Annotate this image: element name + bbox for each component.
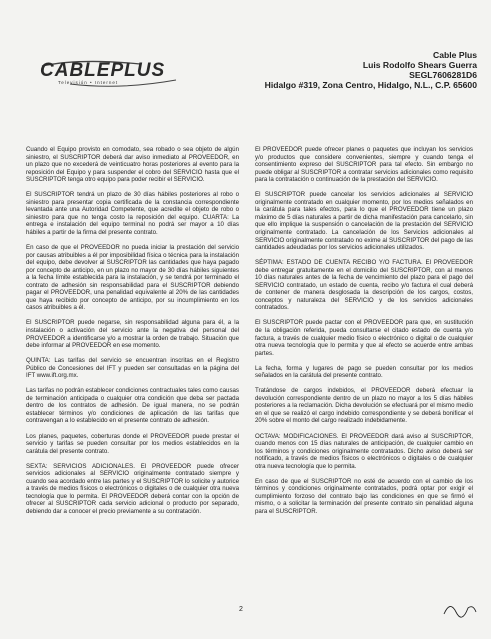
paragraph: El PROVEEDOR puede ofrecer planes o paquetes que incluyan los servicios y/o productos que considere convenientes, siempre y cuando tenga el consentimiento expreso del SUSCRIPTOR para tal efecto. Sin embargo no puede obligar al SUSCRIPTOR a contratar servicios adicionales como requisito para la contratación o continuación de la prestación del SERVICIO. xyxy=(255,146,473,184)
paragraph: La fecha, forma y lugares de pago se pueden consultar por los medios señalados en la carátula del presente contrato. xyxy=(255,364,473,380)
paragraph: SÉPTIMA: ESTADO DE CUENTA RECIBO Y/O FACTURA. El PROVEEDOR debe entregar gratuitamente en el domicilio del SUSCRIPTOR, con al menos 10 días naturales antes de la fecha de vencimiento del plazo para el pago del SERVICIO contratado, un estado de cuenta, recibo y/o factura el cual deberá de contener de manera desglosada la descripción de los cargos, costos, conceptos y naturaleza del SERVICIO y de los servicios adicionales contratados. xyxy=(255,259,473,312)
signature-mark-icon xyxy=(440,598,480,620)
paragraph: El SUSCRIPTOR tendrá un plazo de 30 días hábiles posteriores al robo o siniestro para presentar copia certificada de la constancia correspondiente levantada ante una Autoridad Competente, que acredite el objeto de robo o siniestro para que no tenga costo la reposición del equipo. CUARTA: La entrega e instalación del equipo terminal no podrá ser mayor a 10 días hábiles a partir de la firma del presente contrato. xyxy=(26,191,239,236)
paragraph: El SUSCRIPTOR puede negarse, sin responsabilidad alguna para él, a la instalación o activación del servicio ante la negativa del personal del PROVEEDOR a identificarse y/o a mostrar la orden de trabajo. Situación que debe informar al PROVEEDOR en ese momento. xyxy=(26,319,239,350)
paragraph: Las tarifas no podrán establecer condiciones contractuales tales como causas de terminación anticipada o cualquier otra condición que deba ser pactada dentro de los contratos de adhesión. De igual manera, no se podrán establecer términos y/o condiciones de aplicación de las tarifas que contravengan a lo establecido en el presente contrato de adhesión. xyxy=(26,387,239,425)
paragraph: OCTAVA: MODIFICACIONES. El PROVEEDOR dará aviso al SUSCRIPTOR, cuando menos con 15 días naturales de anticipación, de cualquier cambio en los términos y condiciones originalmente contratados. Dicho aviso deberá ser notificado, a través de medios físicos o electrónicos o digitales o de cualquier otra nueva tecnología que lo permita. xyxy=(255,432,473,470)
page-number: 2 xyxy=(239,606,243,613)
letterhead xyxy=(0,0,491,100)
paragraph: En caso de que el PROVEEDOR no pueda iniciar la prestación del servicio por causas atribuibles a él por imposibilidad física o técnica para la instalación del equipo, debe devolver al SUSCRIPTOR las cantidades que haya pagado por concepto de anticipo, en un plazo no mayor de 30 días hábiles siguientes a la fecha límite establecida para la instalación, y se tendrá por terminado el contrato de adhesión sin responsabilidad para el SUSCRIPTOR debiendo pagar el PROVEEDOR, una penalidad equivalente al 20% de las cantidades que haya recibido por concepto de anticipo, por su incumplimiento en los casos atribuibles a él. xyxy=(26,244,239,312)
logo-tagline: Televisión • Internet xyxy=(58,80,119,85)
right-column xyxy=(255,146,473,523)
paragraph: El SUSCRIPTOR puede cancelar los servicios adicionales al SERVICIO originalmente contratado en cualquier momento, por los medios señalados en la carátula para tales efectos, para lo que el PROVEEDOR tiene un plazo máximo de 5 días naturales a partir de dicha manifestación para cancelarlo, sin que ello implique la suspensión o cancelación de la prestación del SERVICIO originalmente contratado. La cancelación de los Servicios adicionales al SERVICIO originalmente contratado no exime al SUSCRIPTOR del pago de las cantidades adeudadas por los servicios adicionales utilizados. xyxy=(255,191,473,252)
company-address: Hidalgo #319, Zona Centro, Hidalgo, N.L., C.P. 65600 xyxy=(264,80,477,90)
paragraph: Los planes, paquetes, coberturas donde el PROVEEDOR puede prestar el servicio y tarifas se pueden consultar por los medios establecidos en la carátula del presente contrato. xyxy=(26,432,239,455)
company-contact: Luis Rodolfo Shears Guerra xyxy=(362,60,477,70)
logo-brand: CABLEPLUS xyxy=(40,60,166,81)
paragraph: El SUSCRIPTOR puede pactar con el PROVEEDOR para que, en sustitución de la obligación referida, pueda consultarse el citado estado de cuenta y/o factura, a través de cualquier medio físico o electrónico o digital o de cualquier otra nueva tecnología que lo permita y que al efecto se acuerde entre ambas partes. xyxy=(255,319,473,357)
company-name: Cable Plus xyxy=(433,50,477,60)
company-info xyxy=(265,50,477,90)
cableplus-logo xyxy=(40,60,180,88)
paragraph: Cuando el Equipo provisto en comodato, sea robado o sea objeto de algún siniestro, el SUSCRIPTOR deberá dar aviso inmediato al PROVEEDOR, en un plazo que no excederá de veinticuatro horas posteriores al evento para la reposición del Equipo y para suspender el cobro del SERVICIO hasta que el SUSCRIPTOR tenga otro equipo para poder recibir el SERVICIO. xyxy=(26,146,239,184)
paragraph: QUINTA: Las tarifas del servicio se encuentran inscritas en el Registro Público de Concesiones del IFT y pueden ser consultadas en la página del IFT www.ift.org.mx. xyxy=(26,357,239,380)
paragraph: En caso de que el SUSCRIPTOR no esté de acuerdo con el cambio de los términos y condiciones originalmente contratados, podrá optar por exigir el cumplimiento forzoso del contrato bajo las condiciones en que se firmó el mismo, o a solicitar la terminación del presente contrato sin penalidad alguna para el SUSCRIPTOR. xyxy=(255,477,473,515)
paragraph: SEXTA: SERVICIOS ADICIONALES. El PROVEEDOR puede ofrecer servicios adicionales al SERVICIO originalmente contratado siempre y cuando sea acordado entre las partes y el SUSCRIPTOR lo solicite y autorice a través de medios físicos o electrónicos o digitales o de cualquier otra nueva tecnología que lo permita. El PROVEEDOR deberá contar con la opción de ofrecer al SUSCRIPTOR cada servicio adicional o producto por separado, debiendo dar a conocer el precio previamente a su contratación. xyxy=(26,462,239,515)
company-rfc: SEGL7606281D6 xyxy=(409,70,477,80)
left-column xyxy=(26,146,239,523)
paragraph: Tratándose de cargos indebidos, el PROVEEDOR deberá efectuar la devolución correspondiente dentro de un plazo no mayor a los 5 días hábiles posteriores a la reclamación. Dicha devolución se efectuará por el mismo medio en el que se realizó el cargo indebido correspondiente y se deberá bonificar el 20% sobre el monto del cargo realizado indebidamente. xyxy=(255,387,473,425)
